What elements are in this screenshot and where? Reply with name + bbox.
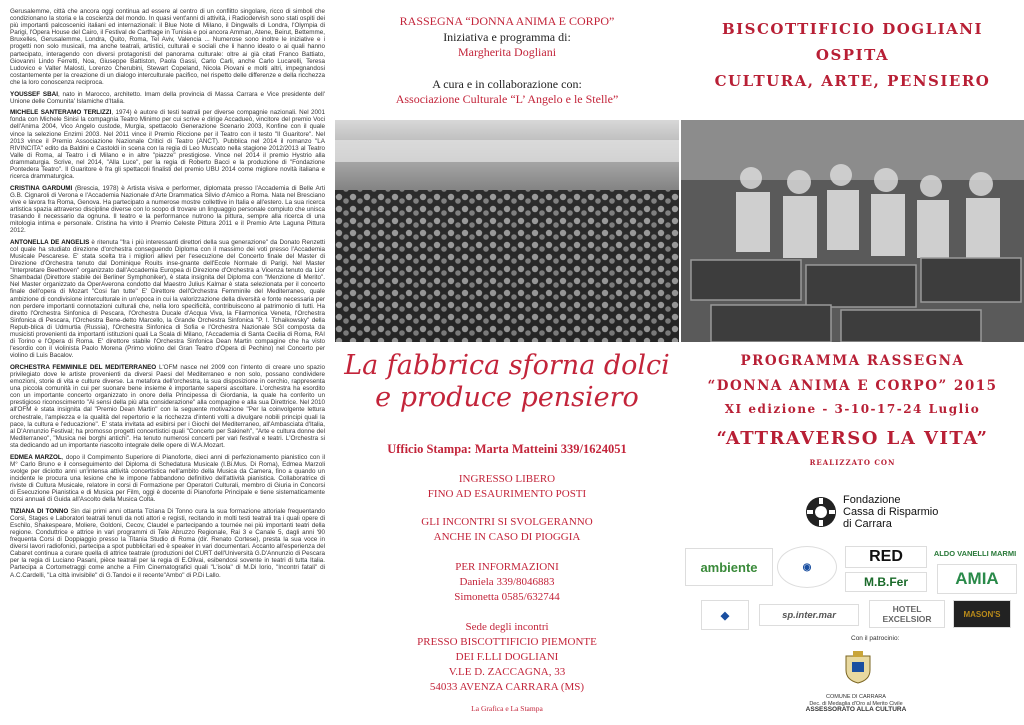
bio-de-angelis: ANTONELLA DE ANGELIS è ritenuta "fra i più interessanti direttori della sua generazione" da Donato Renzetti col quale ha studiato direzione d'orchestra conseguendo Diploma con il massimo dei voti presso l'Accademia Musicale Pescarese. E' stata scelta tra i migliori allievi per l'esecuzione del Concerto finale del Master di Direzione d'Orchestra tenuto dal Dominique Rouits inse-gnante dell'Ecole Normale di Parigi. Nel Master "Interpretare Beethoven" organizzato dall'Accademia Europea di Direzione d'Orchestra a Vicenza tenuto da Lior Shambadal (Direttore stabile dei Berliner Symphoniker), è stata insignita del Diploma con "Menzione di Merito". Nel Master organizzato da OperAverona condotto dal Maestro Julius Kalmar è stata selezionata per il concerto finale dell'opera di Mozart "Cosi fan tutte" E' Direttore dell'Orchestra Femminile del Mediterraneo, quale ambizione di condivisione interculturale in un'epoca in cui la valorizzazione della diversità e fonte necessaria per non perdere importanti connotazioni culturali che, nella loro specificità, contribuiscono al patrimonio di tutti. Ha diretto l'Orchestra Sinfonica di Pescara, l'Orchestra Ducale d'Acqua Viva, la Filarmonica Veneta, l'Orchestra Sinfonica di Pescara, l'Orchestra Bene-detto Marcello, la Grande Orchestra Sinfonica "P. I. Tchaikowsky" della Repub-blica di Udmurtia (Russia), l'Orchestra Sinfonica di Sofia e l'Orchestra Nazionale SGI composta da musicisti provenienti da importanti istituzioni quali La Scala di Milano, l'Accademia di Santa Cecilia di Roma, RAI di Torino e l'Opera di Roma. E' direttore stabile l'Orchestra Sinfonica Dean Martin compagine che ha visto l'esordio con il violinista Paolo Morena (Primo violino del Gran Teatro d'Opera di Pechino) nel Concerto per violino di Luis Bacalov.: [10, 238, 326, 360]
cover-heading-2: OSPITA: [815, 46, 890, 64]
iniziativa-label: Iniziativa e programma di:: [443, 30, 571, 44]
main-title: La fabbrica sforna dolci e produce pensiero: [344, 350, 670, 413]
cover-heading-1: BISCOTTIFICIO DOGLIANI: [721, 20, 984, 38]
sponsor-cpo-icon: ◉: [777, 546, 837, 588]
rassegna-heading: RASSEGNA “DONNA ANIMA E CORPO”: [399, 14, 615, 28]
factory-photo: [681, 120, 1024, 342]
audience-photo: [335, 120, 679, 342]
sponsor-vanelli: ALDO VANELLI MARMI: [929, 546, 1021, 560]
print-credit: La Grafica e La Stampa: [471, 704, 543, 713]
bio-sbai: YOUSSEF SBAI, nato in Marocco, architetto. Imam della provincia di Massa Carrara e Vice presidente dell' Unione delle Comunita' Islamiche d'Italia.: [10, 90, 326, 105]
cura-label: A cura e in collaborazione con:: [432, 77, 582, 91]
rain-notice: GLI INCONTRI SI SVOLGERANNO ANCHE IN CASO DI PIOGGIA: [421, 516, 593, 543]
sponsor-red: RED: [845, 546, 927, 568]
bio-di-tonno: TIZIANA DI TONNO Sin dai primi anni ottanta Tiziana Di Tonno cura la sua formazione attoriale frequentando Corsi, Stages e Laboratori teatrali tenuti da noti attori e registi, recitando in molti testi teatrali tra i quali opere di Eschilo, Shakespeare, Moliere, Goldoni, Cecov, Claudel e partecipando a tournée nei più importanti teatri della regione. Conduttrice e attrice in vari programmi di Tele Abruzzo Regionale, Rai 3 e Canale 5, dagli anni '90 frequenta Corsi di Doppiaggio presso la Titania Studio di Roma (dir. Renato Cortese), presta la sua voce in diversi lavori radiofonici, partecipa a spot pubblicitari ed è speaker in vari documentari. Accanto all'esperienza del Cabaret continua a curare quella di attrice teatrale (produzioni del CURT dell'Università G.D'Annunzio di Pescara per la regia di Luciano Pasani, pièce teatrali per la regia di E.Olivai, esibendosi sovente in teatri di tutta Italia. Partecipa a Cortometraggi come anche a Film Cinematografici quali "L'isola" di M.Di Iorio, "Incontri fatali" di A.C.Cardelli, "La città invisibile" di G.Tandoi e il recente"Ambo" di P.Di Lallo.: [10, 507, 325, 579]
author-name: Margherita Dogliani: [457, 45, 557, 59]
programme-title: PROGRAMMA RASSEGNA: [740, 353, 965, 369]
intro-paragraph: Gerusalemme, città che ancora oggi continua ad essere al centro di un conflitto singolare, ricco di simboli che condizionano la storia e la coscienza del mondo. In quasi vent'anni di attività, i Radiodervish sono stati ospiti dei più importanti palcoscenici italiani ed internazionali: il Blue Note di Milano, il Dingwalls di Londra, l'Olympia di Parigi, l'Opera House del Cairo, il Festival de Carthage in Tunisia e poi ancora Amman, Atene, Beirut, Bettemme, Bruxelles, Gerusalemme, Londra, Quito, Roma, Tel Aviv, Valencia ... Numerose sono inoltre le iniziative e i progetti non solo musicali, ma anche teatrali, artistici, culturali e sociali che li hanno ideato o ai quali hanno partecipato, interagendo con diversi protagonisti del panorama culturale: oltre ai già citati Franco Battiato, Giovanni Lindo Ferretti, Noa, Giuseppe Battiston, Paola Gassi, Carlo Carli, anche Carlo Lucarelli, Teresa Ludovico e Valter Malosti, Lorenzo Cherubini, Stewart Copeland, Nicola Piovani e molti altri, impegnandosi costantemente per la creazione di un dialogo interculturale pacifico, nel rispetto delle differenze e della ricchezza che la loro conoscenza reciproca.: [10, 8, 325, 86]
audience-photo-image: [335, 120, 679, 342]
sponsor-amia: AMIA: [937, 564, 1017, 594]
free-entry: INGRESSO LIBERO FINO AD ESAURIMENTO POSTI: [427, 473, 587, 500]
sponsor-masons: MASON'S: [953, 600, 1011, 628]
bio-marzol: EDMEA MARZOL, dopo il Compimento Superiore di Pianoforte, dieci anni di perfezionamento pianistico con il M° Carlo Bruno e il conseguimento del Diploma di Schedatura Musicale (I.Bi.Mus. Di Roma), Edmea Marzoli svolge per diciotto anni un'intensa attività concertistica nell'ambito della Musica da Camera, fino a quando un incidente le procura una lesione che le impone l'abbandono definitivo dell'attività pianistica. Collaboratrice di riviste di Cultura Musicale, relatore in corsi di Formazione per Operatori Culturali, membro di Giuria in Concorsi di Esecuzione Pianistica e di Musica per Film, oggi è docente di Pianoforte Principale e tiene sistematicamente corsi annuali di Guida all'Ascolto della Musica Colta.: [10, 453, 325, 504]
venue-block: Sede degli incontri PRESSO BISCOTTIFICIO PIEMONTE DEI F.LLI DOGLIANI V.LE D. ZACCAGNA, 33 54033 AVENZA CARRARA (MS): [417, 621, 597, 693]
fondazione-icon: [805, 496, 837, 528]
patrocinio-label: Con il patrocinio:: [851, 635, 900, 642]
cover-heading-3: CULTURA, ARTE, PENSIERO: [714, 72, 991, 90]
sponsor-excelsior: HOTEL EXCELSIOR: [869, 600, 945, 628]
sponsor-dmia-icon: ◆: [701, 600, 749, 630]
fondazione-logo: Fondazione Cassa di Risparmio di Carrara: [705, 484, 1001, 540]
sponsor-mbfer: M.B.Fer: [845, 572, 927, 592]
association-name: Associazione Culturale “L’ Angelo e le Stelle”: [395, 92, 619, 106]
sponsor-ambiente: ambiente: [685, 548, 773, 586]
bio-santeramo: MICHELE SANTERAMO TERLIZZI, 1974) è autore di testi teatrali per diverse compagnie nazionali. Nel 2001 fonda con Michele Sinisi la compagnia Teatro Minimo per cui scrive e dirige Accadueò, vincitore del premio Voci dell'Anima 2004, Vico Angelo custode, Murgia, spettacolo Generazione Scenario 2003, Konfine con il quale vince la selezione Enzimi 2003. Nel 2011 vince il Premio Riccione per il Teatro con il testo "Il Guaritore". Nel 2013 vince il Premio Associazione Nazionale Critici di Teatro (ANCT). Pubblica nel 2014 il romanzo "LA RIVINCITA" edito da Baldini e Castoldi in scena con la regia di Leo Muscato nella stagione 2012/2013 al Teatro Valle di Roma, al Teatro i di Milano e in altre "piazze" prestigiose. Vince nel 2014 il premio Hystrio alla drammaturgia. Scrive, nel 2014, "Alla Luce", per la regia di Roberto Bacci e la produzione di "Fondazione Pontedera Teatro". Il Guaritore è fra gli spettacoli finalisti del premio UBU 2014 come migliore novità italiana e ricerca drammaturgica.: [10, 109, 326, 181]
factory-photo-image: [681, 120, 1024, 342]
realizzato-label: REALIZZATO CON: [809, 458, 896, 467]
biographies-column: [0, 0, 333, 725]
info-column: [335, 0, 679, 725]
bio-orchestra: ORCHESTRA FEMMINILE DEL MEDITERRANEO L'OFM nasce nel 2009 con l'intento di creare uno spazio privilegiato dove le artiste provenienti da diversi Paesi del Mediterraneo e non solo, possano condividere emozioni, storie di vita e culture diverse. La metafora dell'orchestra, la sua disposizione in cerchio, rappresenta una piccola comunità in cui per suonare bene insieme è importante sapersi ascoltare. L'orchestra ha esordito con un importante concerto organizzato in onore della Principessa di Giordania, la quale ha conferito un prestigioso riconoscimento "Ai sensi della più alta considerazione" alla compagine e alla sua Direttrice. Nel 2010 all'OFM è stata insignita dal "Premio Dean Martin" con la seguente motivazione "Per la coinvolgente lettura orchestrale, l'ampiezza e la qualità del repertorio e la ricchezza d'intenti volti a divulgare nobili principi quali la pace, la cultura e l'educazione". E' stata invitata ad esibirsi per i Giochi del Mediterraneo, all'Ambasciata d'Italia, al D'Annunzio Festival; ha promosso progetti concertistici quali "Concerto per Sakineh", "Arte e cultura donne del Mediterraneo", "Musica nei borghi antichi". Ha tenuto numerosi concerti per vari festival e teatri. L'Orchestra si sta dedicando ad un importante riascolto integrale delle opere di W.A.Mozart.: [10, 363, 325, 449]
comune-block: COMUNE DI CARRARA Dec. di Medaglia d'Oro al Merito Civile ASSESSORATO ALLA CULTURA: [805, 694, 907, 713]
carrara-crest-icon: [844, 650, 872, 684]
press-office: Ufficio Stampa: Marta Matteini 339/1624051: [387, 442, 627, 456]
theme-title: “ATTRAVERSO LA VITA”: [716, 428, 989, 449]
programme-dates: XI edizione - 3-10-17-24 Luglio: [724, 402, 981, 416]
info-block: PER INFORMAZIONI Daniela 339/8046883 Simonetta 0585/632744: [454, 561, 560, 603]
bio-gardumi: CRISTINA GARDUMI (Brescia, 1978) è Artista visiva e performer, diplomata presso l'Accademia di Belle Arti G.B. Cignaroli di Verona e l'Accademia Nazionale d'Arte Drammatica Silvio d'Amico a Roma. Nata nel Bresciano vive e lavora fra Roma, Genova. Ha partecipato a numerose mostre collettive in Italia e all'estero. La sua ricerca artistica spazia attraverso discipline diverse con lo scopo di trovare un linguaggio personale compiuto che unisca trasando il necessario da ognuna. Il teatro e la performance nutrono la pittura, sempre alla ricerca di una mitologia intima e personale. Cristina ha vinto il Premio Celeste Pittura 2011 e il Premio Arte Laguna Pittura 2012.: [10, 184, 325, 235]
programme-subtitle: “DONNA ANIMA E CORPO” 2015: [707, 378, 998, 394]
sponsor-spintermar: sp.inter.mar: [759, 604, 859, 626]
cover-column: [681, 0, 1024, 725]
